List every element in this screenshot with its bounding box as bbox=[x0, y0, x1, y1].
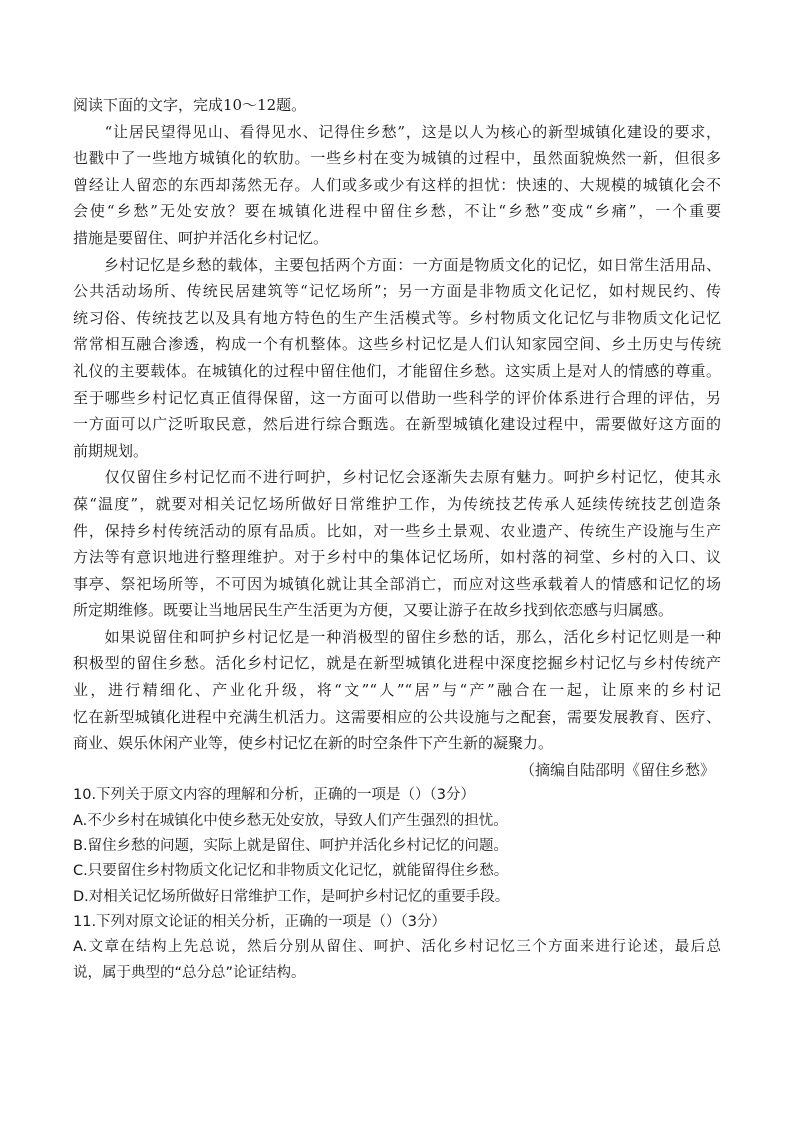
reading-instruction: 阅读下面的文字，完成10～12题。 bbox=[73, 96, 307, 114]
passage-line: 一方面可以广泛听取民意，然后进行综合甄选。在新型城镇化建设过程中，需要做好这方面的 bbox=[73, 415, 721, 434]
passage-line: 仅仅留住乡村记忆而不进行呵护，乡村记忆会逐渐失去原有魅力。呵护乡村记忆，使其永 bbox=[73, 468, 721, 487]
passage-line: 曾经让人留恋的东西却荡然无存。人们或多或少有这样的担忧：快速的、大规模的城镇化会不 bbox=[73, 175, 721, 194]
passage bbox=[73, 119, 721, 757]
passage-line: 至于哪些乡村记忆真正值得保留，这一方面可以借助一些科学的评价体系进行合理的评估，另 bbox=[73, 388, 721, 407]
paragraph-2 bbox=[73, 252, 721, 465]
question-10 bbox=[73, 783, 721, 909]
question-11 bbox=[73, 910, 721, 986]
passage-line: 忆在新型城镇化进程中充满生机活力。这需要相应的公共设施与之配套，需要发展教育、医疗、 bbox=[73, 707, 721, 726]
option-line: 说，属于典型的“总分总”论证结构。 bbox=[73, 964, 306, 981]
passage-line: 商业、娱乐休闲产业等，使乡村记忆在新的时空条件下产生新的凝聚力。 bbox=[73, 734, 554, 753]
passage-line: 业，进行精细化、产业化升级，将“文”“人”“居”与“产”融合在一起，让原来的乡村记 bbox=[73, 681, 721, 700]
passage-line: 乡村记忆是乡愁的载体，主要包括两个方面：一方面是物质文化的记忆，如日常生活用品、 bbox=[73, 255, 721, 274]
passage-line: 事亭、祭祀场所等，不可因为城镇化就让其全部消亡，而应对这些承载着人的情感和记忆的场 bbox=[73, 574, 721, 593]
passage-line: 公共活动场所、传统民居建筑等“记忆场所”；另一方面是非物质文化记忆，如村规民约、传 bbox=[73, 282, 721, 301]
passage-line: 礼仪的主要载体。在城镇化的过程中留住他们，才能留住乡愁。这实质上是对人的情感的尊重。 bbox=[73, 361, 721, 380]
option-c[interactable]: C.只要留住乡村物质文化记忆和非物质文化记忆，就能留得住乡愁。 bbox=[73, 863, 509, 880]
option-d[interactable]: D.对相关记忆场所做好日常维护工作，是呵护乡村记忆的重要手段。 bbox=[73, 888, 510, 905]
passage-line: 如果说留住和呵护乡村记忆是一种消极型的留住乡愁的话，那么，活化乡村记忆则是一种 bbox=[73, 627, 721, 646]
option-a[interactable] bbox=[73, 935, 721, 986]
exam-page bbox=[73, 92, 721, 986]
paragraph-3 bbox=[73, 464, 721, 624]
passage-line: 葆“温度”，就要对相关记忆场所做好日常维护工作，为传统技艺传承人延续传统技艺创造条 bbox=[73, 494, 721, 513]
question-stem: 11.下列对原文论证的相关分析，正确的一项是（）（3分） bbox=[73, 913, 447, 930]
paragraph-4 bbox=[73, 624, 721, 757]
passage-line: 件，保持乡村传统活动的原有品质。比如，对一些乡土景观、农业遗产、传统生产设施与生产 bbox=[73, 521, 721, 540]
passage-line: 措施是要留住、呵护并活化乡村记忆。 bbox=[73, 228, 329, 247]
passage-line: 常常相互融合渗透，构成一个有机整体。这些乡村记忆是人们认知家园空间、乡土历史与传统 bbox=[73, 335, 721, 354]
option-line: A.文章在结构上先总说，然后分别从留住、呵护、活化乡村记忆三个方面来进行论述，最后总 bbox=[73, 939, 721, 956]
passage-line: 所定期维修。既要让当地居民生产生活更为方便，又要让游子在故乡找到依恋感与归属感。 bbox=[73, 601, 674, 620]
passage-line: 积极型的留住乡愁。活化乡村记忆，就是在新型城镇化进程中深度挖掘乡村记忆与乡村传统产 bbox=[73, 654, 721, 673]
passage-line: 也戳中了一些地方城镇化的软肋。一些乡村在变为城镇的过程中，虽然面貌焕然一新，但很多 bbox=[73, 149, 721, 168]
passage-line: 方法等有意识地进行整理维护。对于乡村中的集体记忆场所，如村落的祠堂、乡村的入口、议 bbox=[73, 548, 721, 567]
option-a[interactable]: A.不少乡村在城镇化中使乡愁无处安放，导致人们产生强烈的担忧。 bbox=[73, 812, 508, 829]
question-stem: 10.下列关于原文内容的理解和分析，正确的一项是（）（3分） bbox=[73, 787, 476, 804]
passage-line: 会使“乡愁”无处安放？要在城镇化进程中留住乡愁，不让“乡愁”变成“乡痛”，一个重要 bbox=[73, 202, 721, 221]
paragraph-1 bbox=[73, 119, 721, 252]
passage-line: “让居民望得见山、看得见水、记得住乡愁”，这是以人为核心的新型城镇化建设的要求， bbox=[73, 122, 721, 141]
source-citation: （摘编自陆邵明《留住乡愁》 bbox=[519, 760, 715, 779]
option-b[interactable]: B.留住乡愁的问题，实际上就是留住、呵护并活化乡村记忆的问题。 bbox=[73, 838, 509, 855]
passage-line: 前期规划。 bbox=[73, 441, 149, 460]
passage-line: 统习俗、传统技艺以及具有地方特色的生产生活模式等。乡村物质文化记忆与非物质文化记忆 bbox=[73, 308, 721, 327]
